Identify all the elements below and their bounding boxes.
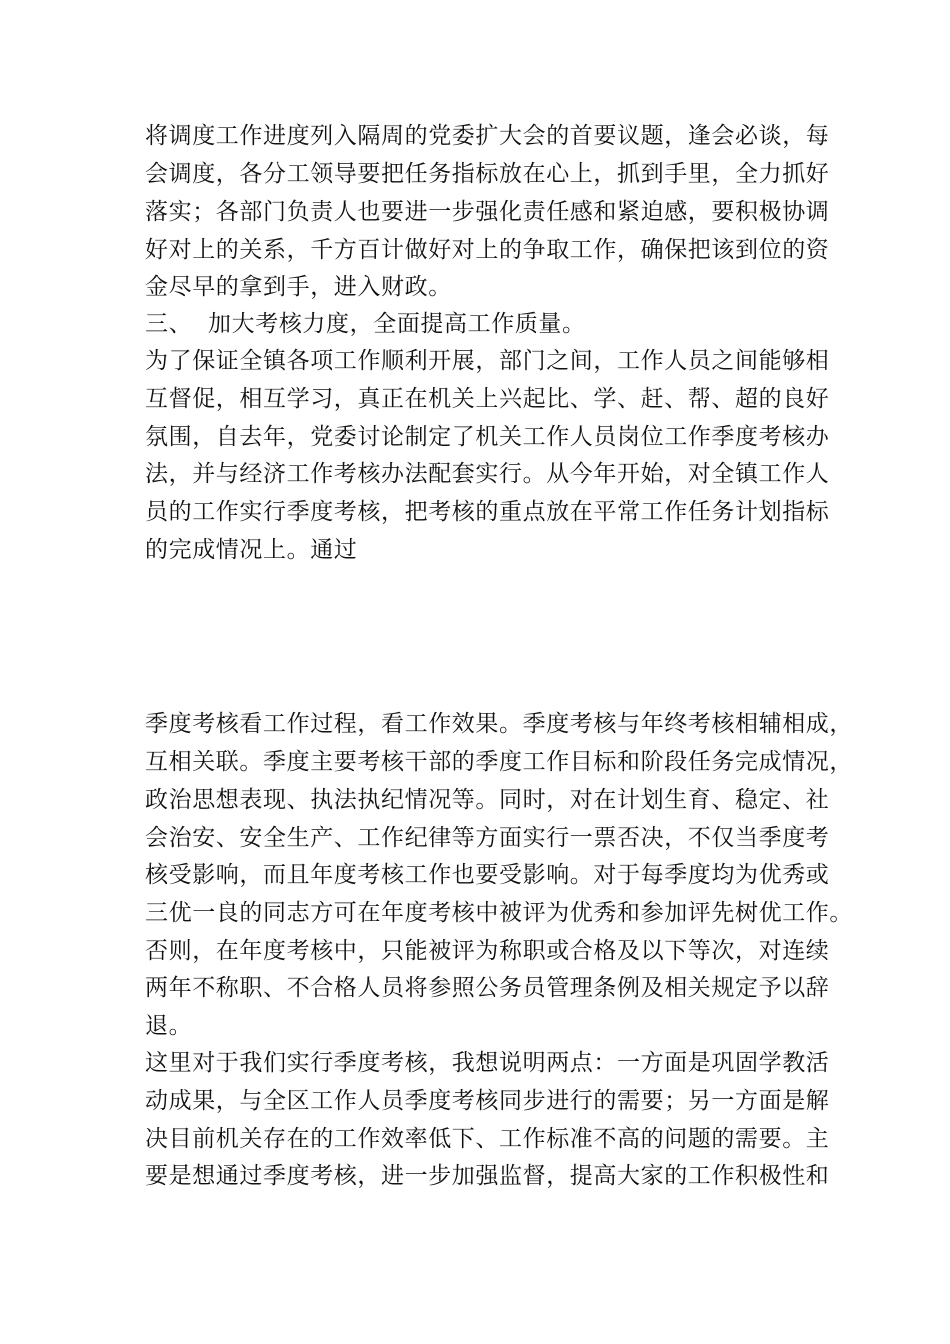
paragraph-line: 动成果，与全区工作人员季度考核同步进行的需要；另一方面是解 [145, 1088, 830, 1114]
paragraph-line: 决目前机关存在的工作效率低下、工作标准不高的问题的需要。主 [145, 1126, 830, 1152]
paragraph-line: 会调度，各分工领导要把任务指标放在心上，抓到手里，全力抓好 [145, 161, 830, 187]
paragraph-line: 好对上的关系，千方百计做好对上的争取工作，确保把该到位的资 [145, 237, 830, 263]
paragraph-line: 互督促，相互学习，真正在机关上兴起比、学、赶、帮、超的良好 [145, 386, 830, 412]
paragraph-line: 互相关联。季度主要考核干部的季度工作目标和阶段任务完成情况， [145, 749, 853, 775]
paragraph-line: 为了保证全镇各项工作顺利开展，部门之间，工作人员之间能够相 [145, 348, 830, 374]
paragraph-line: 的完成情况上。通过 [145, 537, 358, 563]
paragraph-line: 两年不称职、不合格人员将参照公务员管理条例及相关规定予以辞 [145, 975, 830, 1001]
paragraph-line: 氛围，自去年，党委讨论制定了机关工作人员岗位工作季度考核办 [145, 424, 830, 450]
paragraph-line: 核受影响，而且年度考核工作也要受影响。对于每季度均为优秀或 [145, 862, 830, 888]
paragraph-line: 否则，在年度考核中，只能被评为称职或合格及以下等次，对连续 [145, 938, 830, 964]
paragraph-line: 退。 [145, 1013, 193, 1039]
paragraph-line: 要是想通过季度考核，进一步加强监督，提高大家的工作积极性和 [145, 1163, 830, 1189]
paragraph-line: 政治思想表现、执法执纪情况等。同时，对在计划生育、稳定、社 [145, 787, 830, 813]
paragraph-line: 落实；各部门负责人也要进一步强化责任感和紧迫感，要积极协调 [145, 199, 830, 225]
paragraph-line: 员的工作实行季度考核，把考核的重点放在平常工作任务计划指标 [145, 499, 830, 525]
paragraph-line: 这里对于我们实行季度考核，我想说明两点：一方面是巩固学教活 [145, 1050, 830, 1076]
paragraph-line: 三优一良的同志方可在年度考核中被评为优秀和参加评先树优工作。 [145, 900, 853, 926]
paragraph-line: 会治安、安全生产、工作纪律等方面实行一票否决，不仅当季度考 [145, 825, 830, 851]
paragraph-line: 将调度工作进度列入隔周的党委扩大会的首要议题，逢会必谈，每 [145, 123, 830, 149]
paragraph-line: 季度考核看工作过程，看工作效果。季度考核与年终考核相辅相成， [145, 711, 853, 737]
section-heading: 三、 加大考核力度，全面提高工作质量。 [145, 311, 586, 337]
paragraph-line: 法，并与经济工作考核办法配套实行。从今年开始，对全镇工作人 [145, 461, 830, 487]
paragraph-line: 金尽早的拿到手，进入财政。 [145, 274, 452, 300]
